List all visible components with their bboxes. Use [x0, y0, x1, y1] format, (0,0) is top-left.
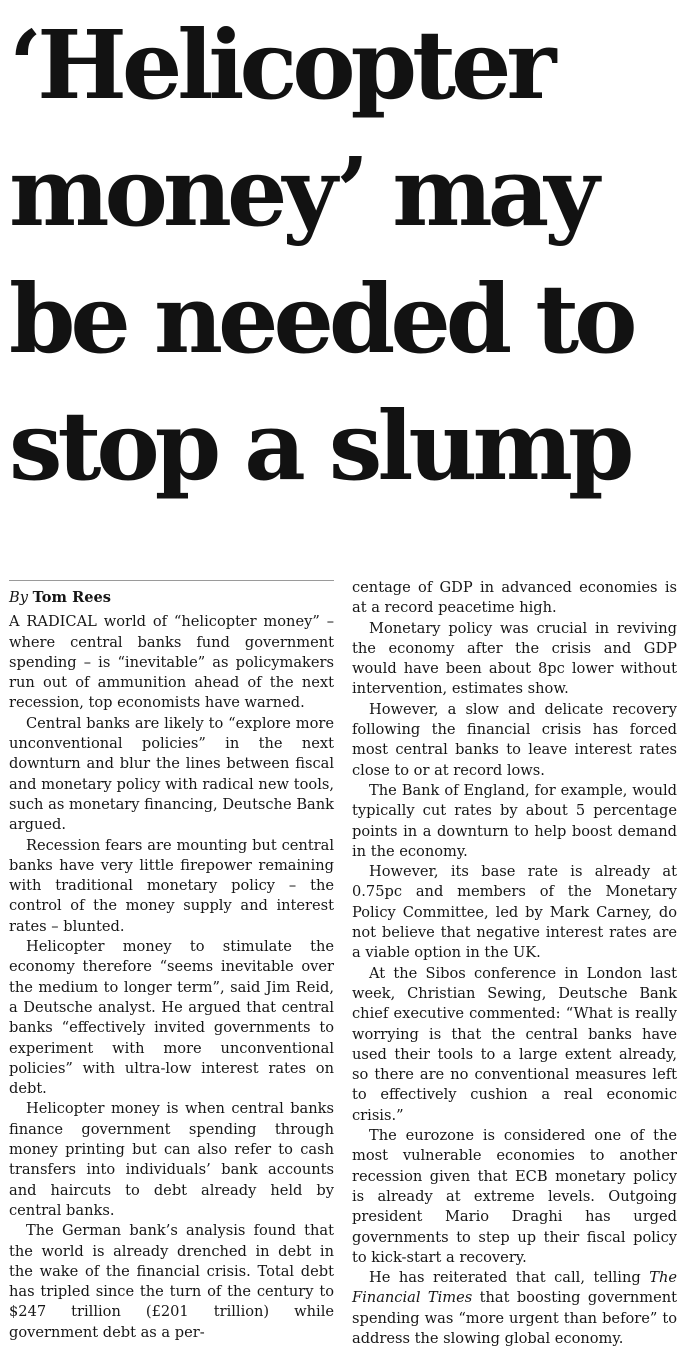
paragraph: However, its base rate is already at 0.75pc and members of the Monetary Policy Committee, led by Mark Carney, do not believe that negative interest rates are a viable option in the UK.	[352, 863, 677, 962]
article-column-left	[9, 588, 334, 1343]
paragraph: Helicopter money is when central banks finance government spending through money printing but can also refer to cash transfers into individuals’ bank accounts and haircuts to debt already held by central banks.	[9, 1100, 334, 1219]
paragraph: Monetary policy was crucial in reviving the economy after the crisis and GDP would have been about 8pc lower without intervention, estimates show.	[352, 619, 677, 698]
paragraph: However, a slow and delicate recovery following the financial crisis has forced most central banks to leave interest rates close to or at record lows.	[352, 700, 677, 779]
paragraph: The eurozone is considered one of the most vulnerable economies to another recession given that ECB monetary policy is already at extreme levels. Outgoing president Mario Draghi has urged governments to step up their fiscal policy to kick-start a recovery.	[352, 1127, 677, 1266]
paragraph: A RADICAL world of “helicopter money” – where central banks fund government spending – is “inevitable” as policymakers run out of ammunition ahead of the next recession, top economists have warned.	[9, 613, 334, 712]
paragraph: At the Sibos conference in London last week, Christian Sewing, Deutsche Bank chief executive commented: “What is really worrying is that the central banks have used their tools to a large extent already, so there are no conventional measures left to effectively cushion a real economic crisis.”	[352, 964, 677, 1124]
paragraph: The Bank of England, for example, would typically cut rates by about 5 percentage points in a downturn to help boost demand in the economy.	[352, 781, 677, 860]
paragraph-continued: centage of GDP in advanced economies is at a record peacetime high.	[352, 579, 677, 617]
byline-by: By	[9, 589, 28, 606]
paragraph-final	[352, 1268, 677, 1349]
byline	[9, 588, 334, 608]
paragraph: The German bank’s analysis found that the world is already drenched in debt in the wake of the financial crisis. Total debt has tripled since the turn of the century to $247 trillion (£201 trillion) while government debt as a per-	[9, 1222, 334, 1341]
paragraph-final-before: He has reiterated that call, telling	[369, 1269, 650, 1287]
byline-rule	[9, 580, 334, 581]
paragraph: Central banks are likely to “explore more unconventional policies” in the next downturn and blur the lines between fiscal and monetary policy with radical new tools, such as monetary financing, Deutsche Bank argued.	[9, 714, 334, 834]
paragraph: Helicopter money to stimulate the economy therefore “seems inevitable over the medium to longer term”, said Jim Reid, a Deutsche analyst. He argued that central banks “effectively invited governments to experiment with more unconventional policies” with ultra-low interest rates on debt.	[9, 938, 334, 1098]
publication-name: The Financial Times	[352, 1269, 677, 1307]
headline: ‘Helicopter money’ may be needed to stop a slump	[9, 10, 633, 502]
paragraph-final-after: that boosting government spending was “more urgent than before” to address the slowing global economy.	[352, 1289, 677, 1347]
paragraph: Recession fears are mounting but central banks have very little firepower remaining with traditional monetary policy – the control of the money supply and interest rates – blunted.	[9, 836, 334, 935]
byline-author: Tom Rees	[32, 589, 111, 606]
article-column-right	[352, 578, 677, 1349]
